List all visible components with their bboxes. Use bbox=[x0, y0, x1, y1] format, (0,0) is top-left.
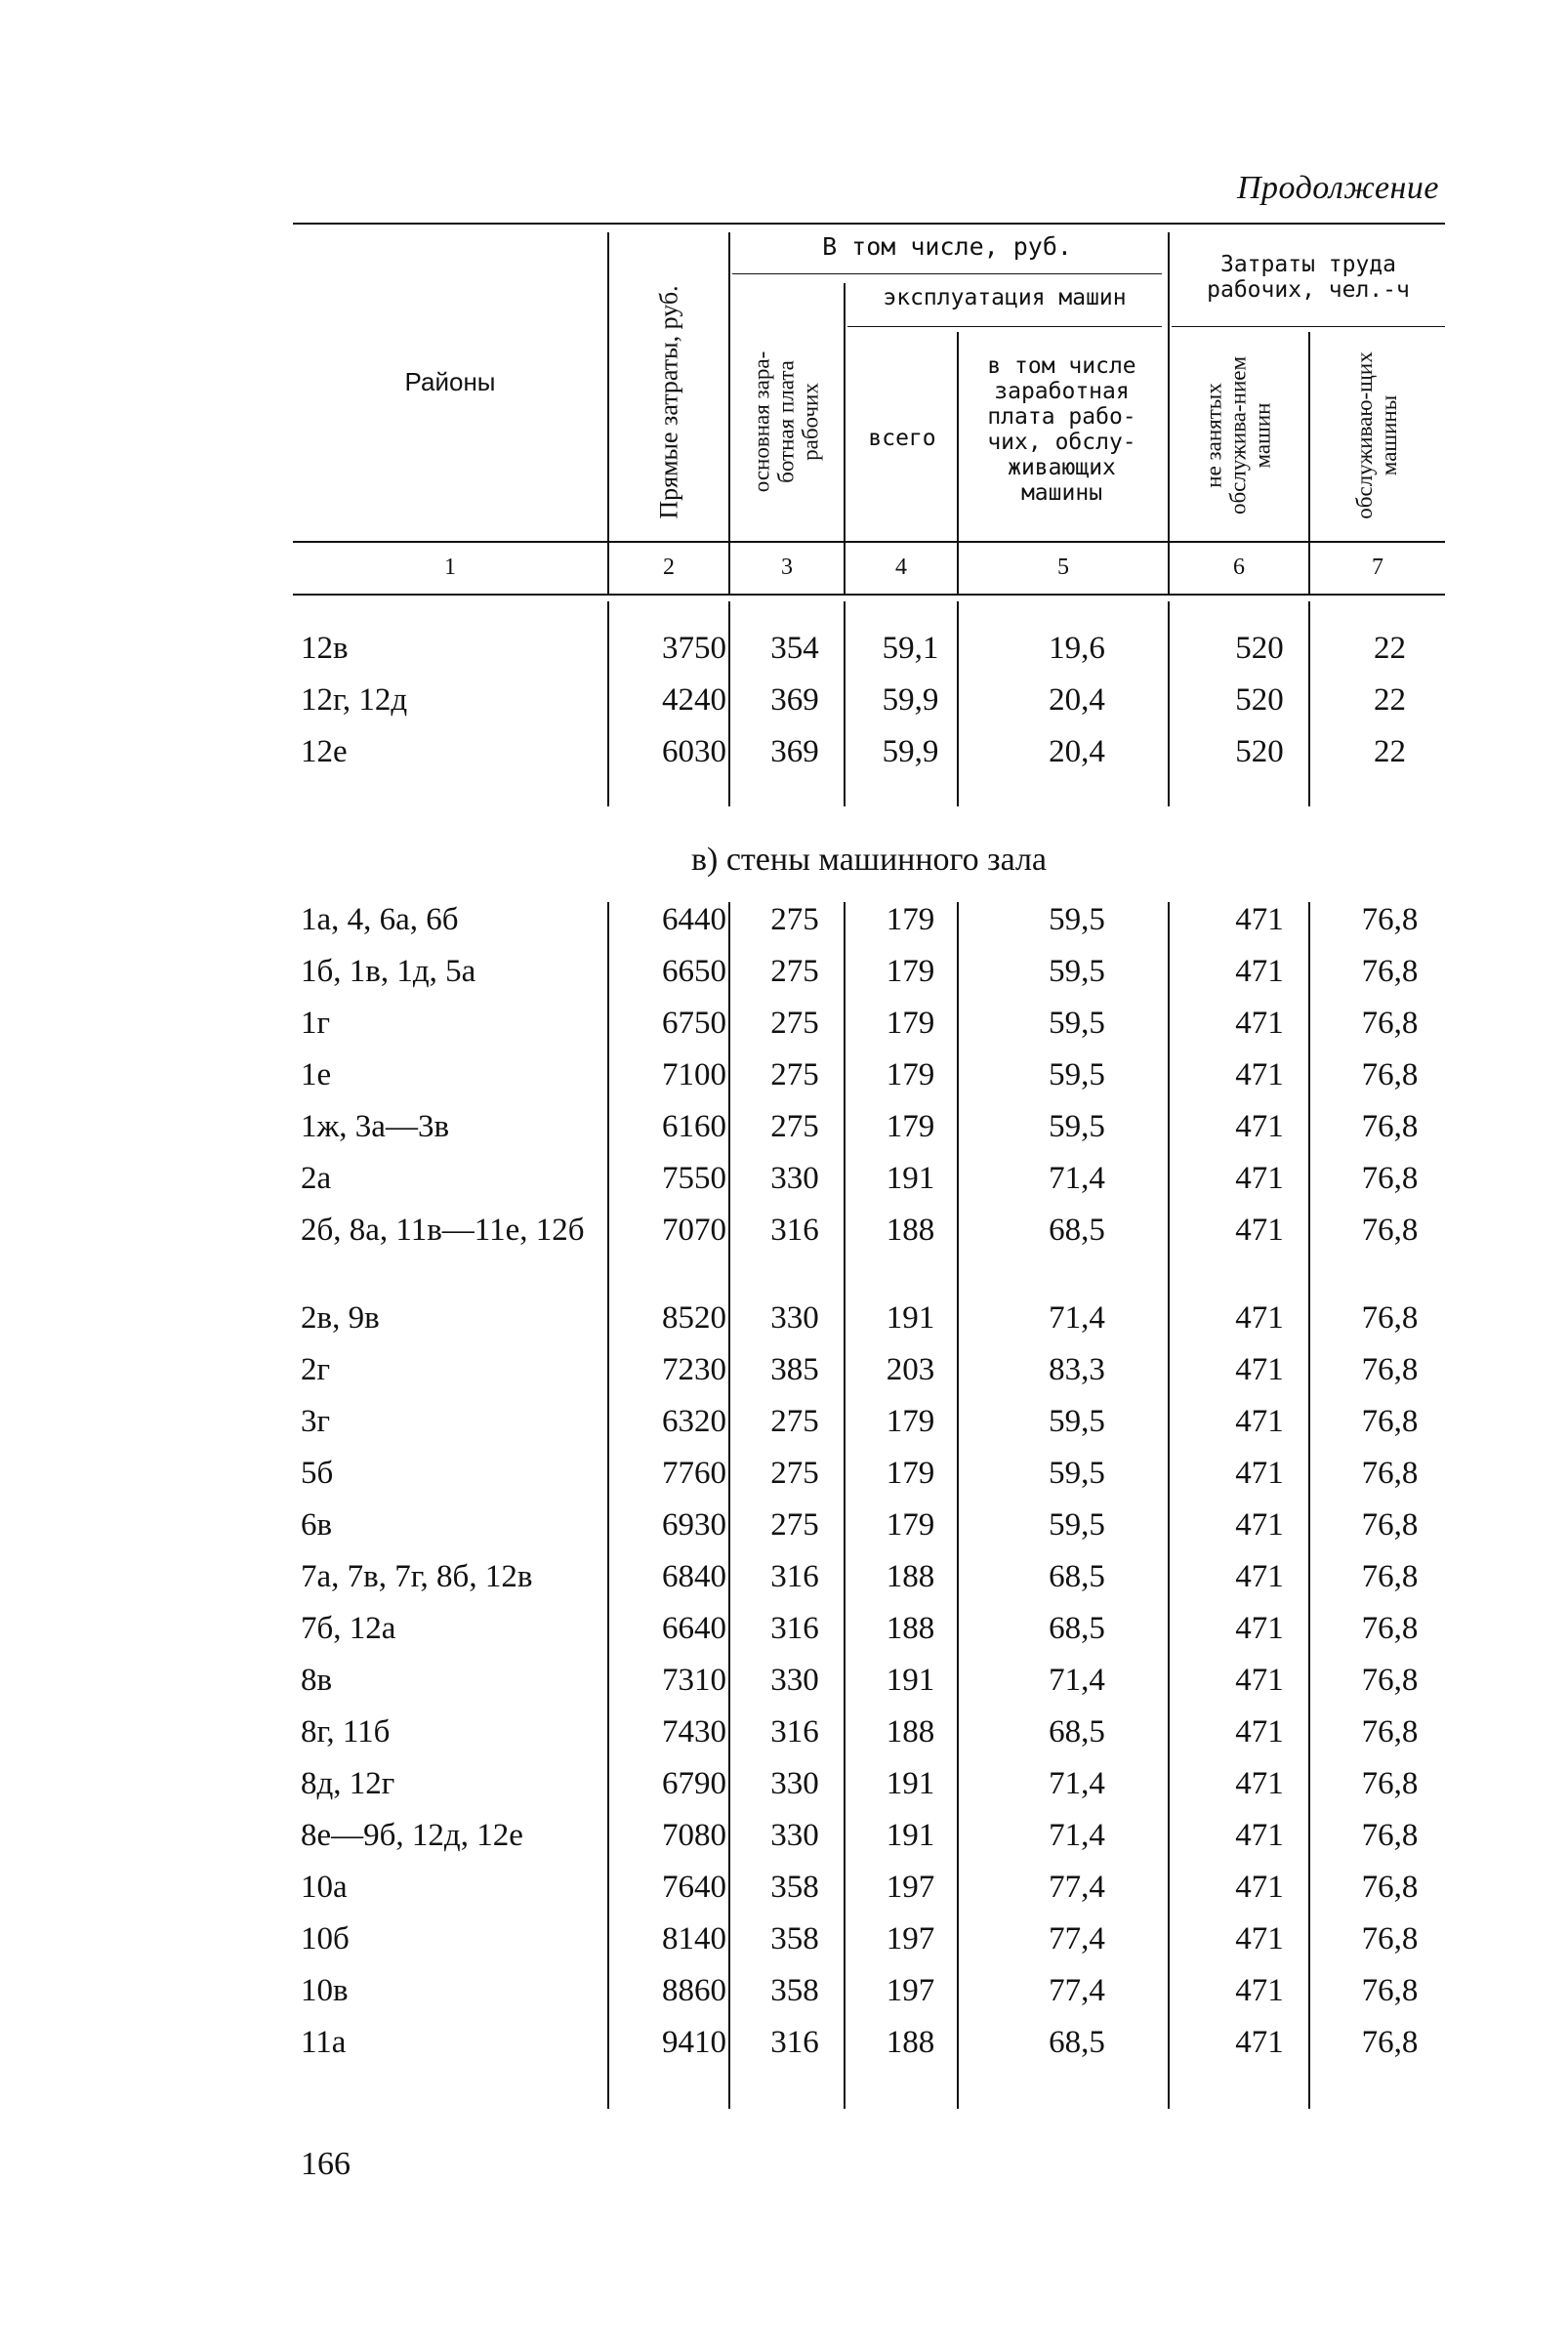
base-wage-cell: 385 bbox=[770, 1352, 819, 1387]
machines-wage-cell: 20,4 bbox=[1049, 734, 1105, 769]
col-number-4: 4 bbox=[895, 555, 907, 580]
region-cell: 5б bbox=[301, 1456, 334, 1491]
direct-costs-cell: 7100 bbox=[662, 1057, 726, 1092]
machines-total-cell: 191 bbox=[886, 1161, 935, 1196]
region-cell: 6в bbox=[301, 1507, 333, 1543]
labor-serving-cell: 76,8 bbox=[1361, 954, 1419, 989]
machines-total-cell: 188 bbox=[886, 1611, 935, 1646]
labor-not-busy-cell: 471 bbox=[1235, 1559, 1284, 1594]
labor-serving-cell: 76,8 bbox=[1361, 1057, 1419, 1092]
continuation-label: Продолжение bbox=[1236, 170, 1439, 206]
col-number-1: 1 bbox=[444, 555, 456, 580]
machines-wage-cell: 20,4 bbox=[1049, 682, 1105, 718]
header-not-busy-workers: не занятых обслужива-нием машин bbox=[1201, 355, 1275, 515]
labor-serving-cell: 76,8 bbox=[1361, 902, 1419, 937]
labor-serving-cell: 76,8 bbox=[1361, 1352, 1419, 1387]
numbers-vline-4 bbox=[957, 543, 959, 594]
labor-not-busy-cell: 471 bbox=[1235, 1161, 1284, 1196]
labor-not-busy-cell: 471 bbox=[1235, 1714, 1284, 1750]
labor-serving-cell: 76,8 bbox=[1361, 1507, 1419, 1543]
region-cell: 2б, 8а, 11в—11е, 12б bbox=[301, 1213, 585, 1248]
region-cell: 12е bbox=[301, 734, 348, 769]
machines-total-cell: 197 bbox=[886, 1921, 935, 1956]
machines-wage-cell: 59,5 bbox=[1049, 1456, 1105, 1491]
machines-wage-cell: 71,4 bbox=[1049, 1300, 1105, 1336]
header-serving-workers: обслуживаю-щих машины bbox=[1352, 351, 1401, 519]
labor-not-busy-cell: 471 bbox=[1235, 1057, 1284, 1092]
region-cell: 3г bbox=[301, 1404, 331, 1439]
header-vline-3 bbox=[844, 283, 846, 541]
machines-wage-cell: 68,5 bbox=[1049, 1714, 1105, 1750]
col-number-5: 5 bbox=[1057, 555, 1069, 580]
direct-costs-cell: 8520 bbox=[662, 1300, 726, 1336]
labor-not-busy-cell: 520 bbox=[1235, 682, 1284, 718]
base-wage-cell: 275 bbox=[770, 1507, 819, 1543]
direct-costs-cell: 7230 bbox=[662, 1352, 726, 1387]
machines-total-cell: 188 bbox=[886, 1213, 935, 1248]
labor-serving-cell: 76,8 bbox=[1361, 1766, 1419, 1801]
machines-total-cell: 59,9 bbox=[882, 734, 939, 769]
header-bottom-rule bbox=[293, 541, 1445, 543]
region-cell: 1г bbox=[301, 1006, 331, 1041]
header-including: В том числе, руб. bbox=[822, 232, 1072, 261]
region-cell: 12г, 12д bbox=[301, 682, 408, 718]
base-wage-cell: 330 bbox=[770, 1161, 819, 1196]
labor-not-busy-cell: 471 bbox=[1235, 1456, 1284, 1491]
machines-total-cell: 188 bbox=[886, 2025, 935, 2060]
header-vline-5 bbox=[1168, 232, 1170, 541]
labor-not-busy-cell: 471 bbox=[1235, 1973, 1284, 2008]
labor-serving-cell: 76,8 bbox=[1361, 1161, 1419, 1196]
base-wage-cell: 330 bbox=[770, 1818, 819, 1853]
direct-costs-cell: 6160 bbox=[662, 1109, 726, 1144]
base-wage-cell: 275 bbox=[770, 1057, 819, 1092]
labor-not-busy-cell: 520 bbox=[1235, 734, 1284, 769]
machines-total-cell: 179 bbox=[886, 1109, 935, 1144]
header-labor-costs: Затраты труда рабочих, чел.-ч bbox=[1207, 252, 1410, 303]
labor-not-busy-cell: 471 bbox=[1235, 1818, 1284, 1853]
labor-not-busy-cell: 471 bbox=[1235, 2025, 1284, 2060]
direct-costs-cell: 6030 bbox=[662, 734, 726, 769]
machines-total-cell: 179 bbox=[886, 902, 935, 937]
col-number-3: 3 bbox=[781, 555, 793, 580]
machines-total-cell: 179 bbox=[886, 1404, 935, 1439]
base-wage-cell: 275 bbox=[770, 1006, 819, 1041]
section-title: в) стены машинного зала bbox=[690, 842, 1048, 878]
header-vline-1 bbox=[607, 232, 609, 541]
numbers-vline-6 bbox=[1308, 543, 1310, 594]
base-wage-cell: 316 bbox=[770, 1714, 819, 1750]
base-wage-cell: 330 bbox=[770, 1663, 819, 1698]
col-number-6: 6 bbox=[1233, 555, 1245, 580]
labor-serving-cell: 22 bbox=[1374, 631, 1406, 666]
direct-costs-cell: 6650 bbox=[662, 954, 726, 989]
direct-costs-cell: 7550 bbox=[662, 1161, 726, 1196]
machines-wage-cell: 59,5 bbox=[1049, 902, 1105, 937]
direct-costs-cell: 6440 bbox=[662, 902, 726, 937]
direct-costs-cell: 6930 bbox=[662, 1507, 726, 1543]
base-wage-cell: 369 bbox=[770, 734, 819, 769]
labor-not-busy-cell: 471 bbox=[1235, 954, 1284, 989]
labor-serving-cell: 76,8 bbox=[1361, 1109, 1419, 1144]
machines-total-cell: 179 bbox=[886, 1057, 935, 1092]
header-top-rule bbox=[293, 223, 1445, 225]
labor-not-busy-cell: 471 bbox=[1235, 1352, 1284, 1387]
direct-costs-cell: 7070 bbox=[662, 1213, 726, 1248]
machines-wage-cell: 59,5 bbox=[1049, 954, 1105, 989]
base-wage-cell: 316 bbox=[770, 1611, 819, 1646]
region-cell: 1ж, 3а—3в bbox=[301, 1109, 450, 1144]
labor-serving-cell: 76,8 bbox=[1361, 1006, 1419, 1041]
base-wage-cell: 369 bbox=[770, 682, 819, 718]
labor-not-busy-cell: 520 bbox=[1235, 631, 1284, 666]
machines-total-cell: 59,1 bbox=[882, 631, 939, 666]
labor-not-busy-cell: 471 bbox=[1235, 1766, 1284, 1801]
region-cell: 10б bbox=[301, 1921, 350, 1956]
base-wage-cell: 330 bbox=[770, 1300, 819, 1336]
labor-serving-cell: 76,8 bbox=[1361, 1456, 1419, 1491]
base-wage-cell: 316 bbox=[770, 1213, 819, 1248]
base-wage-cell: 316 bbox=[770, 1559, 819, 1594]
page-number: 166 bbox=[301, 2146, 351, 2182]
direct-costs-cell: 7760 bbox=[662, 1456, 726, 1491]
machines-wage-cell: 77,4 bbox=[1049, 1973, 1105, 2008]
region-cell: 8г, 11б bbox=[301, 1714, 391, 1750]
numbers-vline-1 bbox=[607, 543, 609, 594]
labor-not-busy-cell: 471 bbox=[1235, 1109, 1284, 1144]
region-cell: 10а bbox=[301, 1870, 348, 1905]
machines-wage-cell: 71,4 bbox=[1049, 1161, 1105, 1196]
direct-costs-cell: 3750 bbox=[662, 631, 726, 666]
header-vline-4 bbox=[957, 332, 959, 541]
machines-total-cell: 179 bbox=[886, 954, 935, 989]
labor-serving-cell: 76,8 bbox=[1361, 1611, 1419, 1646]
machines-wage-cell: 68,5 bbox=[1049, 1213, 1105, 1248]
labor-not-busy-cell: 471 bbox=[1235, 1507, 1284, 1543]
labor-serving-cell: 76,8 bbox=[1361, 1663, 1419, 1698]
base-wage-cell: 275 bbox=[770, 1404, 819, 1439]
labor-serving-cell: 76,8 bbox=[1361, 1818, 1419, 1853]
region-cell: 12в bbox=[301, 631, 349, 666]
machines-total-cell: 188 bbox=[886, 1559, 935, 1594]
direct-costs-cell: 7430 bbox=[662, 1714, 726, 1750]
base-wage-cell: 275 bbox=[770, 902, 819, 937]
machines-wage-cell: 59,5 bbox=[1049, 1057, 1105, 1092]
labor-not-busy-cell: 471 bbox=[1235, 1404, 1284, 1439]
machines-wage-cell: 71,4 bbox=[1049, 1818, 1105, 1853]
base-wage-cell: 316 bbox=[770, 2025, 819, 2060]
labor-serving-cell: 22 bbox=[1374, 734, 1406, 769]
direct-costs-cell: 7640 bbox=[662, 1870, 726, 1905]
labor-serving-cell: 76,8 bbox=[1361, 1404, 1419, 1439]
direct-costs-cell: 7310 bbox=[662, 1663, 726, 1698]
numbers-vline-3 bbox=[844, 543, 846, 594]
region-cell: 8е—9б, 12д, 12е bbox=[301, 1818, 523, 1853]
labor-not-busy-cell: 471 bbox=[1235, 1870, 1284, 1905]
header-incl-wage: в том числе заработная плата рабо-чих, обслу-живающих машины bbox=[987, 353, 1136, 506]
direct-costs-cell: 6840 bbox=[662, 1559, 726, 1594]
labor-serving-cell: 76,8 bbox=[1361, 1714, 1419, 1750]
machines-total-cell: 179 bbox=[886, 1006, 935, 1041]
block1-vline-2 bbox=[728, 601, 730, 806]
machines-total-cell: 59,9 bbox=[882, 682, 939, 718]
labor-not-busy-cell: 471 bbox=[1235, 1006, 1284, 1041]
header-regions: Районы bbox=[404, 367, 496, 396]
machines-total-cell: 191 bbox=[886, 1766, 935, 1801]
labor-not-busy-cell: 471 bbox=[1235, 1213, 1284, 1248]
labor-not-busy-cell: 471 bbox=[1235, 1611, 1284, 1646]
base-wage-cell: 354 bbox=[770, 631, 819, 666]
machines-wage-cell: 59,5 bbox=[1049, 1109, 1105, 1144]
machines-wage-cell: 77,4 bbox=[1049, 1870, 1105, 1905]
region-cell: 2г bbox=[301, 1352, 331, 1387]
direct-costs-cell: 7080 bbox=[662, 1818, 726, 1853]
header-vline-6 bbox=[1308, 332, 1310, 541]
machines-total-cell: 203 bbox=[886, 1352, 935, 1387]
labor-not-busy-cell: 471 bbox=[1235, 1663, 1284, 1698]
labor-serving-cell: 76,8 bbox=[1361, 2025, 1419, 2060]
machines-wage-cell: 68,5 bbox=[1049, 2025, 1105, 2060]
direct-costs-cell: 6640 bbox=[662, 1611, 726, 1646]
labor-group-rule bbox=[1172, 326, 1445, 327]
machines-total-cell: 191 bbox=[886, 1663, 935, 1698]
numbers-vline-5 bbox=[1168, 543, 1170, 594]
numbers-vline-2 bbox=[728, 543, 730, 594]
labor-not-busy-cell: 471 bbox=[1235, 1300, 1284, 1336]
region-cell: 8д, 12г bbox=[301, 1766, 395, 1801]
region-cell: 8в bbox=[301, 1663, 333, 1698]
region-cell: 11а bbox=[301, 2025, 347, 2060]
header-direct-costs: Прямые затраты, руб. bbox=[654, 285, 683, 519]
header-vline-2 bbox=[728, 232, 730, 541]
direct-costs-cell: 8860 bbox=[662, 1973, 726, 2008]
direct-costs-cell: 4240 bbox=[662, 682, 726, 718]
labor-serving-cell: 22 bbox=[1374, 682, 1406, 718]
machines-total-cell: 197 bbox=[886, 1973, 935, 2008]
base-wage-cell: 275 bbox=[770, 1109, 819, 1144]
machines-wage-cell: 77,4 bbox=[1049, 1921, 1105, 1956]
direct-costs-cell: 8140 bbox=[662, 1921, 726, 1956]
numbers-bottom-rule bbox=[293, 594, 1445, 596]
machines-wage-cell: 83,3 bbox=[1049, 1352, 1105, 1387]
machines-wage-cell: 68,5 bbox=[1049, 1611, 1105, 1646]
base-wage-cell: 358 bbox=[770, 1870, 819, 1905]
region-cell: 1б, 1в, 1д, 5а bbox=[301, 954, 476, 989]
machines-wage-cell: 68,5 bbox=[1049, 1559, 1105, 1594]
incl-group-rule bbox=[732, 273, 1162, 274]
region-cell: 1а, 4, 6а, 6б bbox=[301, 902, 459, 937]
block2-vline-1 bbox=[607, 902, 609, 2109]
machines-total-cell: 191 bbox=[886, 1818, 935, 1853]
machines-wage-cell: 59,5 bbox=[1049, 1006, 1105, 1041]
machines-total-cell: 188 bbox=[886, 1714, 935, 1750]
machines-total-cell: 197 bbox=[886, 1870, 935, 1905]
labor-serving-cell: 76,8 bbox=[1361, 1921, 1419, 1956]
region-cell: 10в bbox=[301, 1973, 349, 2008]
direct-costs-cell: 6750 bbox=[662, 1006, 726, 1041]
col-number-7: 7 bbox=[1372, 555, 1383, 580]
machines-wage-cell: 71,4 bbox=[1049, 1663, 1105, 1698]
machines-group-rule bbox=[847, 326, 1162, 327]
machines-wage-cell: 19,6 bbox=[1049, 631, 1105, 666]
machines-wage-cell: 71,4 bbox=[1049, 1766, 1105, 1801]
labor-serving-cell: 76,8 bbox=[1361, 1973, 1419, 2008]
machines-wage-cell: 59,5 bbox=[1049, 1404, 1105, 1439]
header-machine-operation: эксплуатация машин bbox=[883, 285, 1127, 310]
region-cell: 1е bbox=[301, 1057, 332, 1092]
col-number-2: 2 bbox=[663, 555, 675, 580]
region-cell: 7б, 12а bbox=[301, 1611, 396, 1646]
direct-costs-cell: 9410 bbox=[662, 2025, 726, 2060]
block2-vline-2 bbox=[728, 902, 730, 2109]
direct-costs-cell: 6320 bbox=[662, 1404, 726, 1439]
machines-total-cell: 191 bbox=[886, 1300, 935, 1336]
base-wage-cell: 358 bbox=[770, 1921, 819, 1956]
base-wage-cell: 330 bbox=[770, 1766, 819, 1801]
header-total: всего bbox=[868, 426, 936, 451]
direct-costs-cell: 6790 bbox=[662, 1766, 726, 1801]
header-base-wage: основная зара-ботная плата рабочих bbox=[749, 350, 823, 493]
labor-serving-cell: 76,8 bbox=[1361, 1213, 1419, 1248]
labor-serving-cell: 76,8 bbox=[1361, 1300, 1419, 1336]
machines-total-cell: 179 bbox=[886, 1456, 935, 1491]
machines-wage-cell: 59,5 bbox=[1049, 1507, 1105, 1543]
labor-not-busy-cell: 471 bbox=[1235, 1921, 1284, 1956]
labor-serving-cell: 76,8 bbox=[1361, 1559, 1419, 1594]
base-wage-cell: 275 bbox=[770, 1456, 819, 1491]
labor-serving-cell: 76,8 bbox=[1361, 1870, 1419, 1905]
region-cell: 2в, 9в bbox=[301, 1300, 380, 1336]
labor-not-busy-cell: 471 bbox=[1235, 902, 1284, 937]
region-cell: 7а, 7в, 7г, 8б, 12в bbox=[301, 1559, 533, 1594]
machines-total-cell: 179 bbox=[886, 1507, 935, 1543]
base-wage-cell: 275 bbox=[770, 954, 819, 989]
region-cell: 2а bbox=[301, 1161, 332, 1196]
base-wage-cell: 358 bbox=[770, 1973, 819, 2008]
